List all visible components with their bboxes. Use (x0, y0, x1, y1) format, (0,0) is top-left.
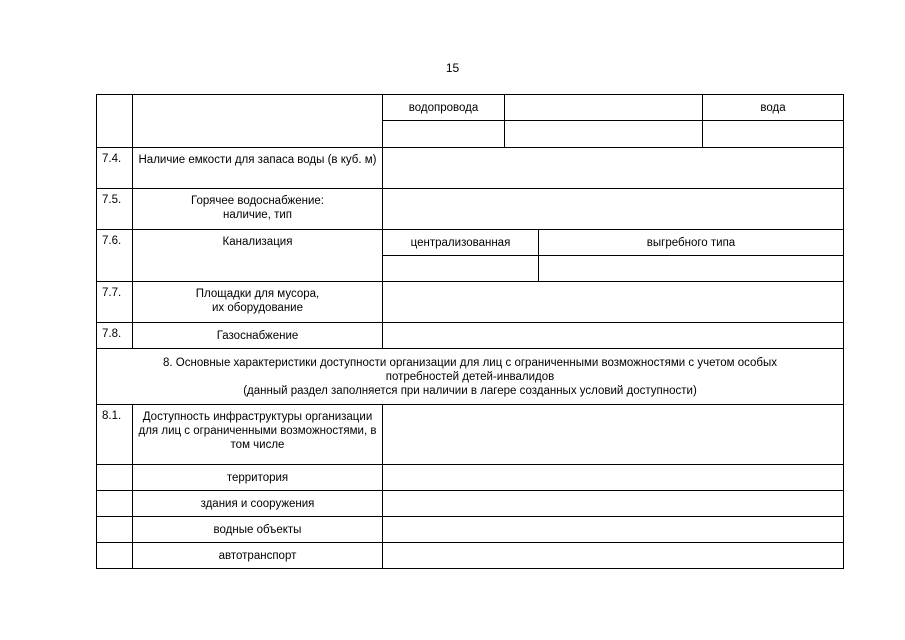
row-number: 7.8. (97, 323, 133, 349)
row-label (133, 282, 383, 323)
empty-num-cell (97, 95, 133, 148)
section-8-row (97, 349, 844, 405)
row-number: 8.1. (97, 405, 133, 465)
sub-item-label: автотранспорт (133, 543, 383, 569)
row-number: 7.4. (97, 148, 133, 189)
water-supply-value-cell[interactable] (383, 121, 505, 148)
row-8-1-territory (97, 465, 844, 491)
section-heading-line: 8. Основные характеристики доступности организации для лиц с ограниченными возможностями с учетом особых (162, 356, 778, 369)
row-8-1 (97, 405, 844, 465)
value-cell[interactable] (383, 405, 844, 465)
empty-num-cell (97, 517, 133, 543)
sewerage-centralized-header: централизованная (383, 230, 539, 256)
row-label: Газоснабжение (133, 323, 383, 349)
empty-num-cell (97, 543, 133, 569)
water-supply-header-row (97, 95, 844, 121)
sub-item-label: водные объекты (133, 517, 383, 543)
sub-item-label: территория (133, 465, 383, 491)
page-number: 15 (445, 61, 460, 75)
row-8-1-water-objects (97, 517, 844, 543)
row-7-6 (97, 230, 844, 256)
sub-item-label: здания и сооружения (133, 491, 383, 517)
empty-num-cell (97, 465, 133, 491)
row-7-4 (97, 148, 844, 189)
value-cell[interactable] (383, 148, 844, 189)
water-value-cell[interactable] (703, 121, 844, 148)
row-number: 7.7. (97, 282, 133, 323)
row-label-line: Горячее водоснабжение: (191, 195, 324, 207)
row-label-line: Площадки для мусора, (195, 288, 320, 300)
value-cell[interactable] (383, 282, 844, 323)
row-8-1-buildings (97, 491, 844, 517)
section-heading-line: потребностей детей-инвалидов (385, 370, 555, 383)
row-7-8 (97, 323, 844, 349)
row-number: 7.6. (97, 230, 133, 282)
sewerage-centralized-value[interactable] (383, 256, 539, 282)
row-label-line: их оборудование (211, 302, 304, 314)
value-cell[interactable] (505, 121, 703, 148)
row-8-1-transport (97, 543, 844, 569)
row-label-line: наличие, тип (223, 209, 292, 221)
row-label: Доступность инфраструктуры организации для лиц с ограниченными возможностями, в том числе (133, 405, 383, 465)
value-cell[interactable] (383, 517, 844, 543)
section-8-heading (97, 349, 844, 405)
sewerage-cesspool-header: выгребного типа (539, 230, 844, 256)
value-cell[interactable] (383, 491, 844, 517)
value-cell[interactable] (383, 323, 844, 349)
value-cell[interactable] (383, 543, 844, 569)
value-cell[interactable] (383, 465, 844, 491)
row-label (133, 189, 383, 230)
row-label: Наличие емкости для запаса воды (в куб. м) (133, 148, 383, 189)
section-heading-line: (данный раздел заполняется при наличии в лагере созданных условий доступности) (243, 384, 697, 397)
empty-num-cell (97, 491, 133, 517)
value-cell[interactable] (383, 189, 844, 230)
row-label: Канализация (133, 230, 383, 282)
form-table (96, 94, 844, 569)
row-7-7 (97, 282, 844, 323)
sewerage-cesspool-value[interactable] (539, 256, 844, 282)
water-supply-column-header: водопровода (383, 95, 505, 121)
empty-label-cell (133, 95, 383, 148)
row-7-5 (97, 189, 844, 230)
row-number: 7.5. (97, 189, 133, 230)
water-column-header: вода (703, 95, 844, 121)
empty-header-cell (505, 95, 703, 121)
